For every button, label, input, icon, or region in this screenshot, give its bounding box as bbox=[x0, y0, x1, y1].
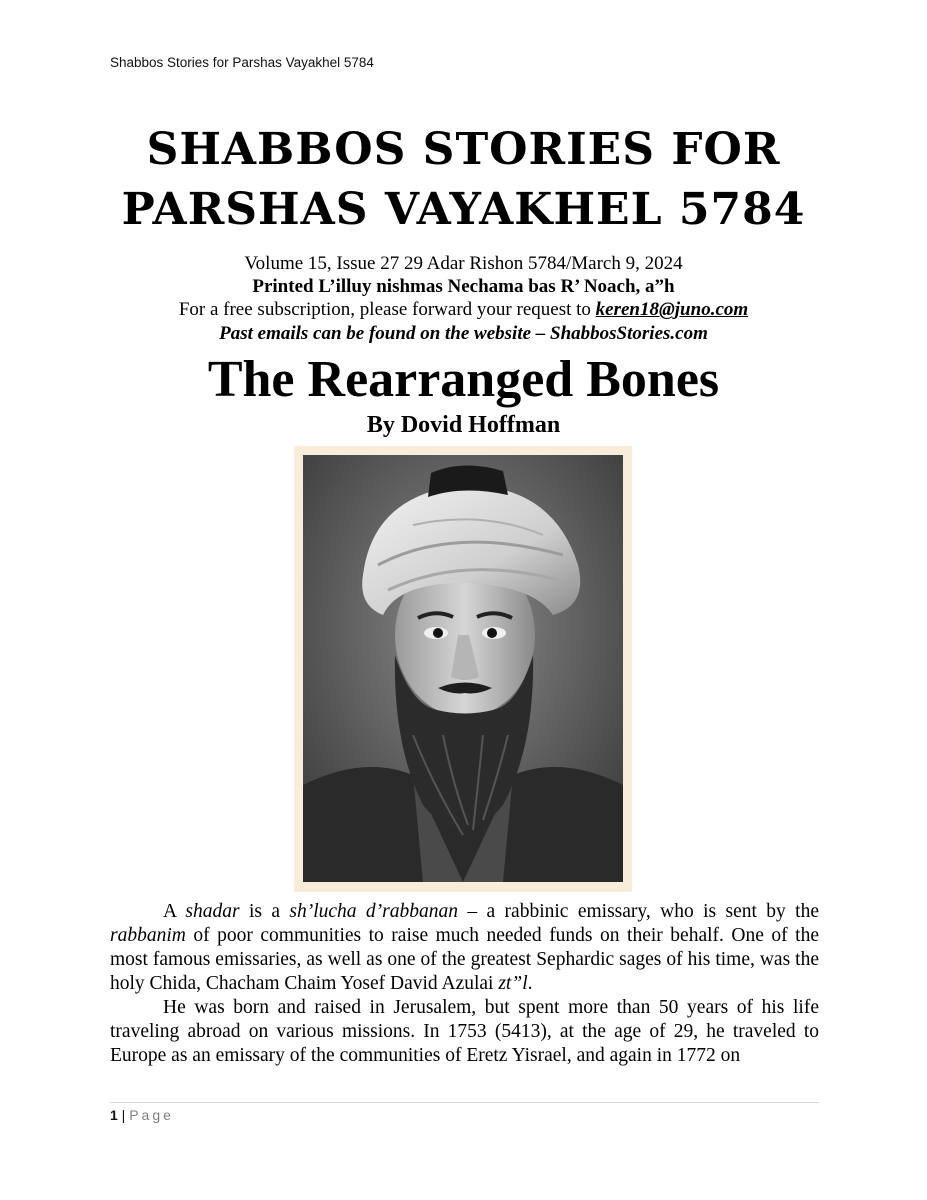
masthead-title bbox=[0, 120, 927, 240]
p1-text-1: A bbox=[163, 901, 186, 922]
masthead-line-1: SHABBOS STORIES FOR bbox=[146, 124, 781, 175]
p1-text-5: . bbox=[527, 973, 533, 994]
portrait-image bbox=[294, 446, 632, 892]
p1-text-4: of poor communities to raise much needed funds on their behalf. One of the most famous emissaries, as well as one of the greatest Sephardic sages of his time, was the holy Chida, Chacham Chaim Yosef David Azulai bbox=[110, 925, 819, 994]
page-separator: | bbox=[117, 1107, 130, 1123]
page-number: 1 bbox=[110, 1107, 118, 1123]
masthead-line-2: PARSHAS VAYAKHEL 5784 bbox=[121, 184, 806, 235]
p1-italic-shadar: shadar bbox=[185, 901, 240, 922]
website-note: Past emails can be found on the website – ShabbosStories.com bbox=[219, 323, 708, 344]
email-link[interactable]: keren18@juno.com bbox=[595, 299, 749, 320]
subscription-line bbox=[0, 298, 927, 322]
paragraph-2: He was born and raised in Jerusalem, but spent more than 50 years of his life traveling abroad on various missions. In 1753 (5413), at the age of 29, he traveled to Europe as an emissary of the communities of Eretz Yisrael, and again in 1772 on bbox=[110, 997, 819, 1066]
portrait-illustration bbox=[303, 455, 623, 882]
p1-italic-ztl: zt”l bbox=[498, 973, 528, 994]
page-footer bbox=[110, 1107, 174, 1123]
p1-text-3: – a rabbinic emissary, who is sent by the bbox=[458, 901, 819, 922]
article-title: The Rearranged Bones bbox=[207, 351, 720, 408]
p1-italic-shlucha: sh’lucha d’rabbanan bbox=[289, 901, 459, 922]
paragraph-1 bbox=[110, 900, 819, 996]
running-header: Shabbos Stories for Parshas Vayakhel 5784 bbox=[110, 55, 374, 70]
article-body bbox=[110, 900, 819, 1068]
p1-text-2: is a bbox=[239, 901, 290, 922]
page-label: Page bbox=[129, 1107, 174, 1123]
volume-issue-line: Volume 15, Issue 27 29 Adar Rishon 5784/March 9, 2024 bbox=[244, 253, 683, 274]
subscription-text: For a free subscription, please forward your request to bbox=[178, 299, 596, 320]
article-byline: By Dovid Hoffman bbox=[366, 412, 561, 438]
footer-divider bbox=[110, 1102, 819, 1103]
p1-italic-rabbanim: rabbanim bbox=[110, 925, 186, 946]
dedication-line: Printed L’illuy nishmas Nechama bas R’ Noach, a”h bbox=[252, 276, 675, 297]
